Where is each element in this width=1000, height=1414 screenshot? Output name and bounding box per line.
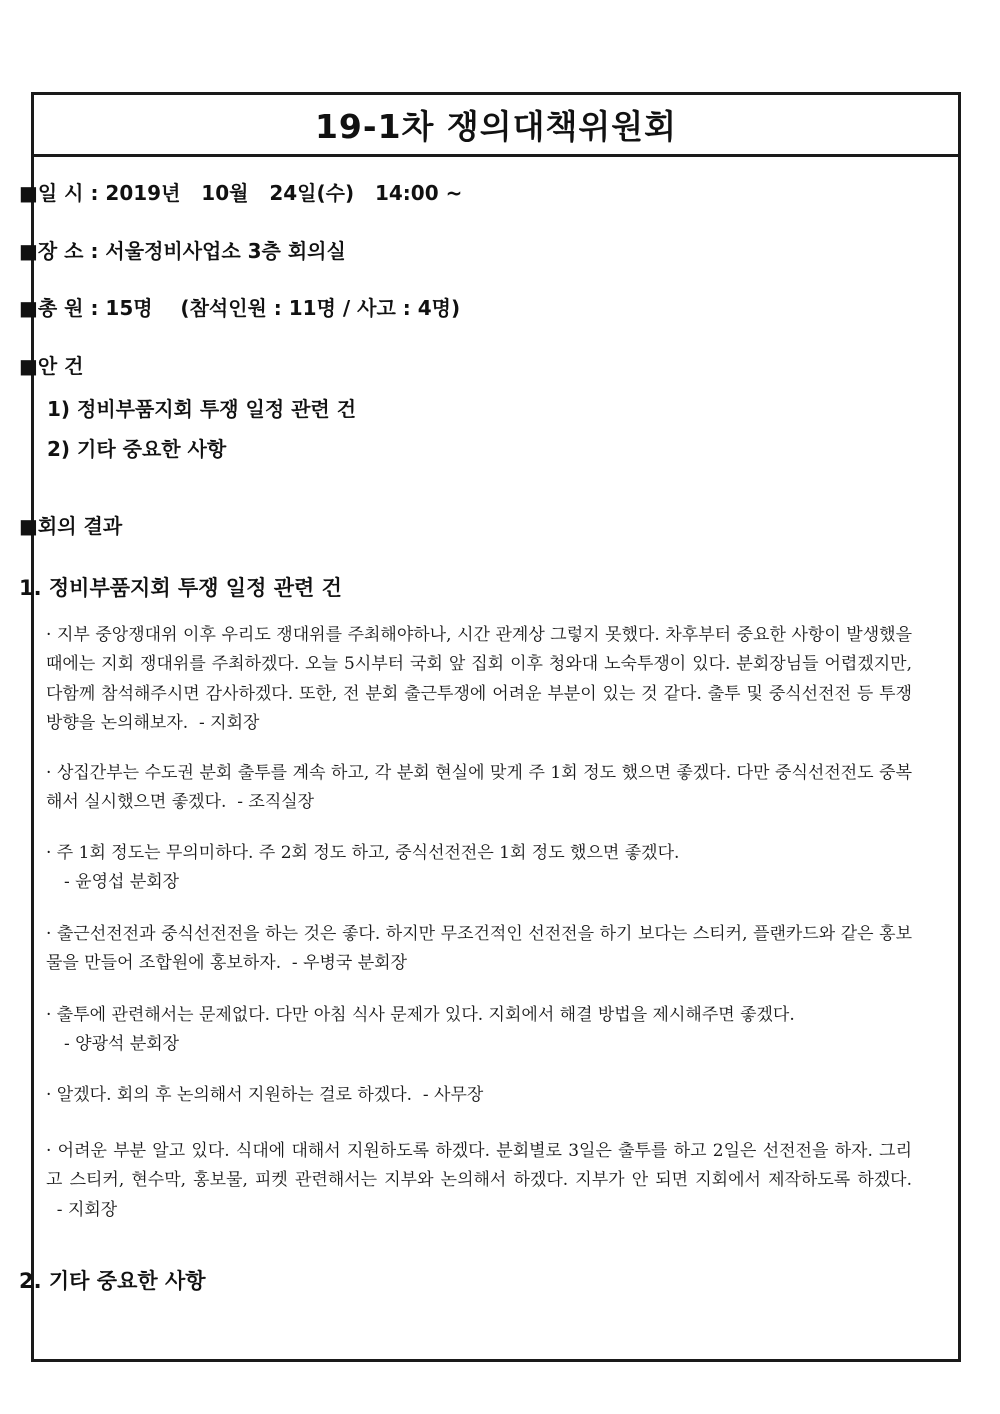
speaker-label: - 지회장 [188, 712, 260, 733]
paragraph-text: · 지부 중앙쟁대위 이후 우리도 쟁대위를 주최해야하나, 시간 관계상 그렇지 못했다. 차후부터 중요한 사항이 발생했을 때에는 지회 쟁대위를 주최하겠다. 오늘 5시부터 국회 앞 집회 이후 청와대 노숙투쟁이 있다. 분회장님들 어렵겠지만, 다함께 참석해주시면 감사하겠다. 또한, 전 분회 출근투쟁에 어려운 부분이 있는 것 같다. 출투 및 중식선전전 등 투쟁 방향을 논의해보자. [46, 625, 912, 733]
agenda-item-2: 2) 기타 중요한 사항 [47, 437, 227, 461]
section-1-heading: 1. 정비부품지회 투쟁 일정 관련 건 [19, 576, 342, 600]
speaker-label: - 사무장 [412, 1085, 484, 1105]
agenda-heading: ■안 건 [19, 354, 84, 378]
agenda-item-1: 1) 정비부품지회 투쟁 일정 관련 건 [47, 397, 357, 421]
paragraph-7 [46, 1137, 912, 1225]
paragraph-2 [46, 759, 912, 818]
meta-date: ■일 시 : 2019년 10월 24일(수) 14:00 ~ [19, 181, 463, 205]
speaker-label: - 양광석 분회장 [64, 1034, 180, 1055]
paragraph-text: · 상집간부는 수도권 분회 출투를 계속 하고, 각 분회 현실에 맞게 주 1회 정도 했으면 좋겠다. 다만 중식선전전도 중복해서 실시했으면 좋겠다. [46, 763, 912, 813]
speaker-label: - 우병국 분회장 [281, 953, 408, 974]
paragraph-text: · 주 1회 정도는 무의미하다. 주 2회 정도 하고, 중식선전전은 1회 정도 했으면 좋겠다. [46, 843, 680, 863]
speaker-label: - 지회장 [46, 1199, 118, 1220]
speaker-label: - 윤영섭 분회장 [64, 872, 180, 893]
paragraph-1 [46, 621, 912, 738]
paragraph-3 [46, 839, 912, 898]
paragraph-text: · 알겠다. 회의 후 논의해서 지원하는 걸로 하겠다. [46, 1085, 413, 1105]
paragraph-text: · 출투에 관련해서는 문제없다. 다만 아침 식사 문제가 있다. 지회에서 해결 방법을 제시해주면 좋겠다. [46, 1005, 795, 1025]
section-2-heading: 2. 기타 중요한 사항 [19, 1269, 206, 1293]
paragraph-text: · 출근선전전과 중식선전전을 하는 것은 좋다. 하지만 무조건적인 선전전을 하기 보다는 스티커, 플랜카드와 같은 홍보물을 만들어 조합원에 홍보하자. [46, 924, 912, 974]
paragraph-4 [46, 920, 912, 979]
meta-members: ■총 원 : 15명 (참석인원 : 11명 / 사고 : 4명) [19, 296, 461, 320]
meta-place: ■장 소 : 서울정비사업소 3층 회의실 [19, 239, 346, 263]
paragraph-text: · 어려운 부분 알고 있다. 식대에 대해서 지원하도록 하겠다. 분회별로 3일은 출투를 하고 2일은 선전전을 하자. 그리고 스티커, 현수막, 홍보물, 피켓 관련해서는 지부와 논의해서 하겠다. 지부가 안 되면 지회에서 제작하도록 하겠다. [46, 1141, 912, 1191]
paragraph-5 [46, 1001, 912, 1060]
results-heading: ■회의 결과 [19, 514, 123, 538]
document-title: 19-1차 쟁의대책위원회 [314, 107, 678, 146]
speaker-label: - 조직실장 [226, 792, 315, 813]
paragraph-6 [46, 1081, 912, 1110]
title-row [34, 95, 958, 157]
